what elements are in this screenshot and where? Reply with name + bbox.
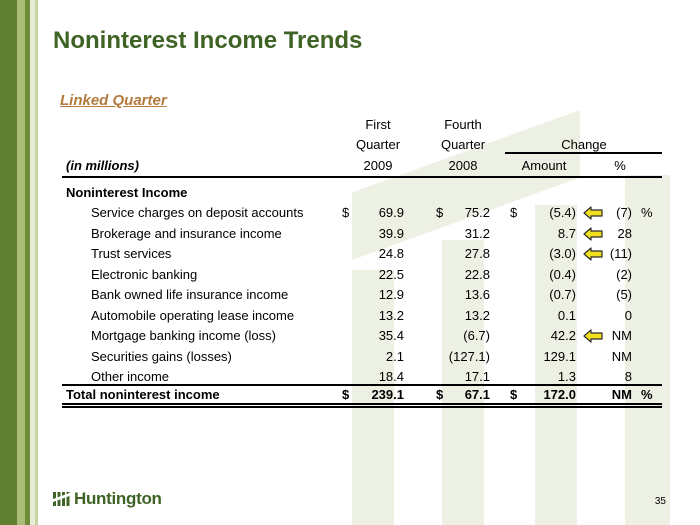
logo-wordmark: Huntington xyxy=(74,489,162,508)
left-stripe xyxy=(0,0,17,525)
row-change-amount: (5.4) xyxy=(549,205,576,220)
total-cur: 239.1 xyxy=(371,387,404,402)
row-change-percent: (11) xyxy=(609,246,632,261)
row-prev-value: 17.1 xyxy=(464,369,490,384)
total-prev: 67.1 xyxy=(464,387,490,402)
total-cur-sign: $ xyxy=(342,387,350,402)
row-cur-value: 24.8 xyxy=(378,246,404,261)
row-change-percent: 28 xyxy=(617,225,632,241)
left-stripe xyxy=(17,0,25,525)
highlight-arrow-icon xyxy=(583,227,603,241)
row-change-amount: 42.2 xyxy=(550,328,576,343)
row-label: Securities gains (losses) xyxy=(91,348,232,364)
header-col1-line1: First xyxy=(365,117,391,132)
row-change-amount: (0.4) xyxy=(549,266,576,282)
header-percent: % xyxy=(614,158,626,173)
row-change-percent: NM xyxy=(611,328,632,343)
row-label: Brokerage and insurance income xyxy=(91,225,282,241)
row-label: Mortgage banking income (loss) xyxy=(91,328,276,343)
row-change-percent: 0 xyxy=(624,307,632,323)
total-double-rule-top xyxy=(62,403,662,405)
header-col1-line2: Quarter xyxy=(355,137,401,152)
row-cur-value: 39.9 xyxy=(378,225,404,241)
row-pct-sign: % xyxy=(641,205,653,220)
row-change-percent: NM xyxy=(611,348,632,364)
row-cur-value: 69.9 xyxy=(378,205,404,220)
row-prev-value: 27.8 xyxy=(464,246,490,261)
row-cur-value: 18.4 xyxy=(378,369,404,384)
row-prev-value: (127.1) xyxy=(448,348,490,364)
row-prev-value: (6.7) xyxy=(463,328,490,343)
row-prev-value: 13.6 xyxy=(464,287,490,302)
row-prev-value: 75.2 xyxy=(464,205,490,220)
left-stripe xyxy=(35,0,38,525)
total-prev-sign: $ xyxy=(436,387,444,402)
row-label: Other income xyxy=(91,369,170,384)
row-change-amount: 8.7 xyxy=(557,225,576,241)
row-change-percent: (5) xyxy=(616,287,632,302)
header-col2-line1: Fourth xyxy=(444,117,482,132)
row-change-percent: (7) xyxy=(616,205,632,220)
section-subtitle: Linked Quarter xyxy=(60,92,167,109)
row-prev-value: 31.2 xyxy=(464,225,490,241)
row-change-percent: 8 xyxy=(624,369,632,384)
row-cur-value: 13.2 xyxy=(378,307,404,323)
total-amt: 172.0 xyxy=(543,387,576,402)
section-label: Noninterest Income xyxy=(66,185,188,200)
change-underline xyxy=(505,152,662,154)
highlight-arrow-icon xyxy=(583,206,603,220)
row-label: Bank owned life insurance income xyxy=(91,287,289,302)
row-label: Automobile operating lease income xyxy=(91,307,295,323)
row-amt-sign: $ xyxy=(510,205,518,220)
highlight-arrow-icon xyxy=(583,247,603,261)
row-cur-value: 2.1 xyxy=(385,348,404,364)
row-label: Trust services xyxy=(91,246,172,261)
row-cur-value: 12.9 xyxy=(378,287,404,302)
header-rule xyxy=(62,176,662,178)
row-cur-value: 35.4 xyxy=(378,328,404,343)
total-amt-sign: $ xyxy=(510,387,518,402)
row-label: Electronic banking xyxy=(91,266,198,282)
header-col2-line2: Quarter xyxy=(440,137,486,152)
row-label: Service charges on deposit accounts xyxy=(91,205,304,220)
page-number: 35 xyxy=(654,496,666,507)
row-change-amount: (3.0) xyxy=(549,246,576,261)
total-pct: NM xyxy=(611,387,632,402)
header-col1-line3: 2009 xyxy=(363,158,393,173)
row-cur-sign: $ xyxy=(342,205,350,220)
huntington-logo-icon xyxy=(52,490,70,508)
row-change-amount: 0.1 xyxy=(557,307,576,323)
row-change-amount: 1.3 xyxy=(557,369,576,384)
row-change-amount: 129.1 xyxy=(543,348,576,364)
page-title: Noninterest Income Trends xyxy=(53,27,363,54)
row-change-amount: (0.7) xyxy=(549,287,576,302)
row-prev-sign: $ xyxy=(436,205,444,220)
header-amount: Amount xyxy=(521,158,567,173)
header-units: (in millions) xyxy=(66,158,139,173)
total-pct-sign: % xyxy=(641,387,653,402)
huntington-logo xyxy=(52,489,162,509)
highlight-arrow-icon xyxy=(583,329,603,343)
row-prev-value: 22.8 xyxy=(464,266,490,282)
header-col2-line3: 2008 xyxy=(448,158,478,173)
total-label: Total noninterest income xyxy=(66,387,220,402)
row-prev-value: 13.2 xyxy=(464,307,490,323)
total-double-rule-bottom xyxy=(62,406,662,408)
header-change: Change xyxy=(561,137,607,152)
total-rule xyxy=(62,384,662,386)
row-change-percent: (2) xyxy=(616,266,632,282)
row-cur-value: 22.5 xyxy=(378,266,404,282)
